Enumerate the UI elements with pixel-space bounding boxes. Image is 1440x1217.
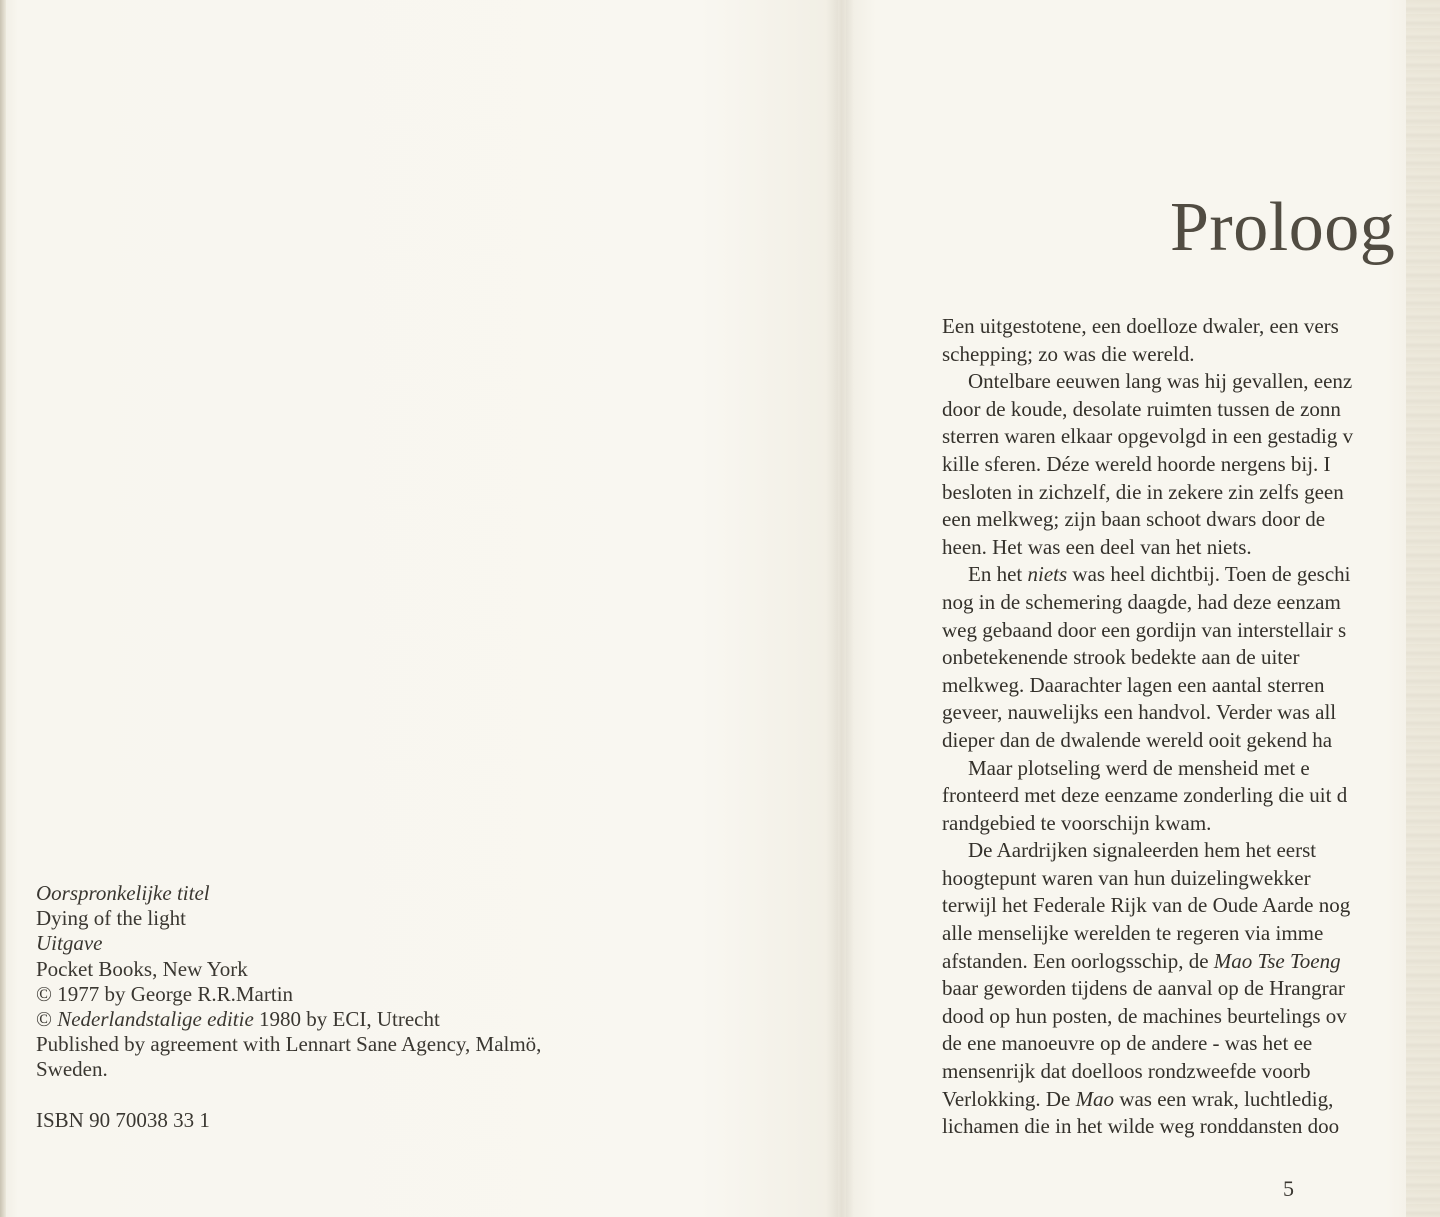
colophon-line: Uitgave (36, 931, 103, 956)
body-line: sterren waren elkaar opgevolgd in een gestadig v (942, 424, 1354, 449)
body-line: dieper dan de dwalende wereld ooit gekend ha (942, 727, 1333, 752)
body-line: de ene manoeuvre op de andere - was het ee (942, 1031, 1313, 1056)
body-line: kille sferen. Déze wereld hoorde nergens bij. I (942, 451, 1331, 476)
colophon-line: © 1977 by George R.R.Martin (36, 981, 294, 1006)
body-line: heen. Het was een deel van het niets. (942, 534, 1252, 559)
chapter-title: Proloog (1170, 189, 1396, 266)
body-line: dood op hun posten, de machines beurtelings ov (942, 1003, 1347, 1028)
body-line: Verlokking. De Mao was een wrak, luchtledig, (942, 1086, 1334, 1111)
body-line: geveer, nauwelijks een handvol. Verder was all (942, 700, 1337, 725)
body-line: lichamen die in het wilde weg ronddansten doo (942, 1114, 1340, 1139)
body-line: En het niets was heel dichtbij. Toen de geschi (968, 562, 1351, 587)
colophon-line: Dying of the light (36, 906, 186, 931)
body-line: schepping; zo was die wereld. (942, 341, 1195, 366)
page-number: 5 (1283, 1176, 1294, 1201)
body-line: nog in de schemering daagde, had deze eenzam (942, 589, 1341, 614)
colophon-line: Sweden. (36, 1057, 108, 1082)
body-line: Maar plotseling werd de mensheid met e (968, 755, 1310, 780)
body-line: weg gebaand door een gordijn van interstellair s (942, 617, 1347, 642)
colophon-line: Oorspronkelijke titel (36, 881, 210, 905)
body-line: melkweg. Daarachter lagen een aantal sterren (942, 672, 1325, 697)
colophon-line: Pocket Books, New York (36, 956, 248, 981)
isbn: ISBN 90 70038 33 1 (36, 1107, 210, 1132)
body-line: randgebied te voorschijn kwam. (942, 810, 1212, 835)
colophon-line-edition: © Nederlandstalige editie 1980 by ECI, Utrecht (36, 1007, 440, 1032)
body-line: afstanden. Een oorlogsschip, de Mao Tse Toeng (942, 948, 1341, 973)
body-line: Een uitgestotene, een doelloze dwaler, een vers (942, 314, 1339, 338)
body-line: onbetekenende strook bedekte aan de uiter (942, 645, 1300, 670)
body-line: alle menselijke werelden te regeren via imme (942, 921, 1324, 946)
body-line: De Aardrijken signaleerden hem het eerst (968, 838, 1317, 863)
body-line: baar geworden tijdens de aanval op de Hrangrar (942, 976, 1345, 1001)
body-line: een melkweg; zijn baan schoot dwars door de (942, 507, 1326, 532)
body-line: mensenrijk dat doelloos rondzweefde voorb (942, 1059, 1311, 1084)
body-line: door de koude, desolate ruimten tussen de zonn (942, 396, 1341, 421)
page-edge-left (0, 0, 6, 1217)
colophon-line: Published by agreement with Lennart Sane Agency, Malmö, (36, 1032, 542, 1057)
body-line: terwijl het Federale Rijk van de Oude Aarde nog (942, 893, 1351, 918)
body-line: fronteerd met deze eenzame zonderling die uit d (942, 783, 1348, 808)
body-line: besloten in zichzelf, die in zekere zin zelfs geen (942, 479, 1344, 504)
colophon (36, 881, 676, 1133)
body-line: Ontelbare eeuwen lang was hij gevallen, eenz (968, 369, 1353, 394)
book-gutter (826, 0, 854, 1217)
chapter-body (942, 313, 1440, 1141)
edition-label: Nederlandstalige editie (57, 1007, 254, 1032)
body-line: hoogtepunt waren van hun duizelingwekker (942, 865, 1311, 890)
